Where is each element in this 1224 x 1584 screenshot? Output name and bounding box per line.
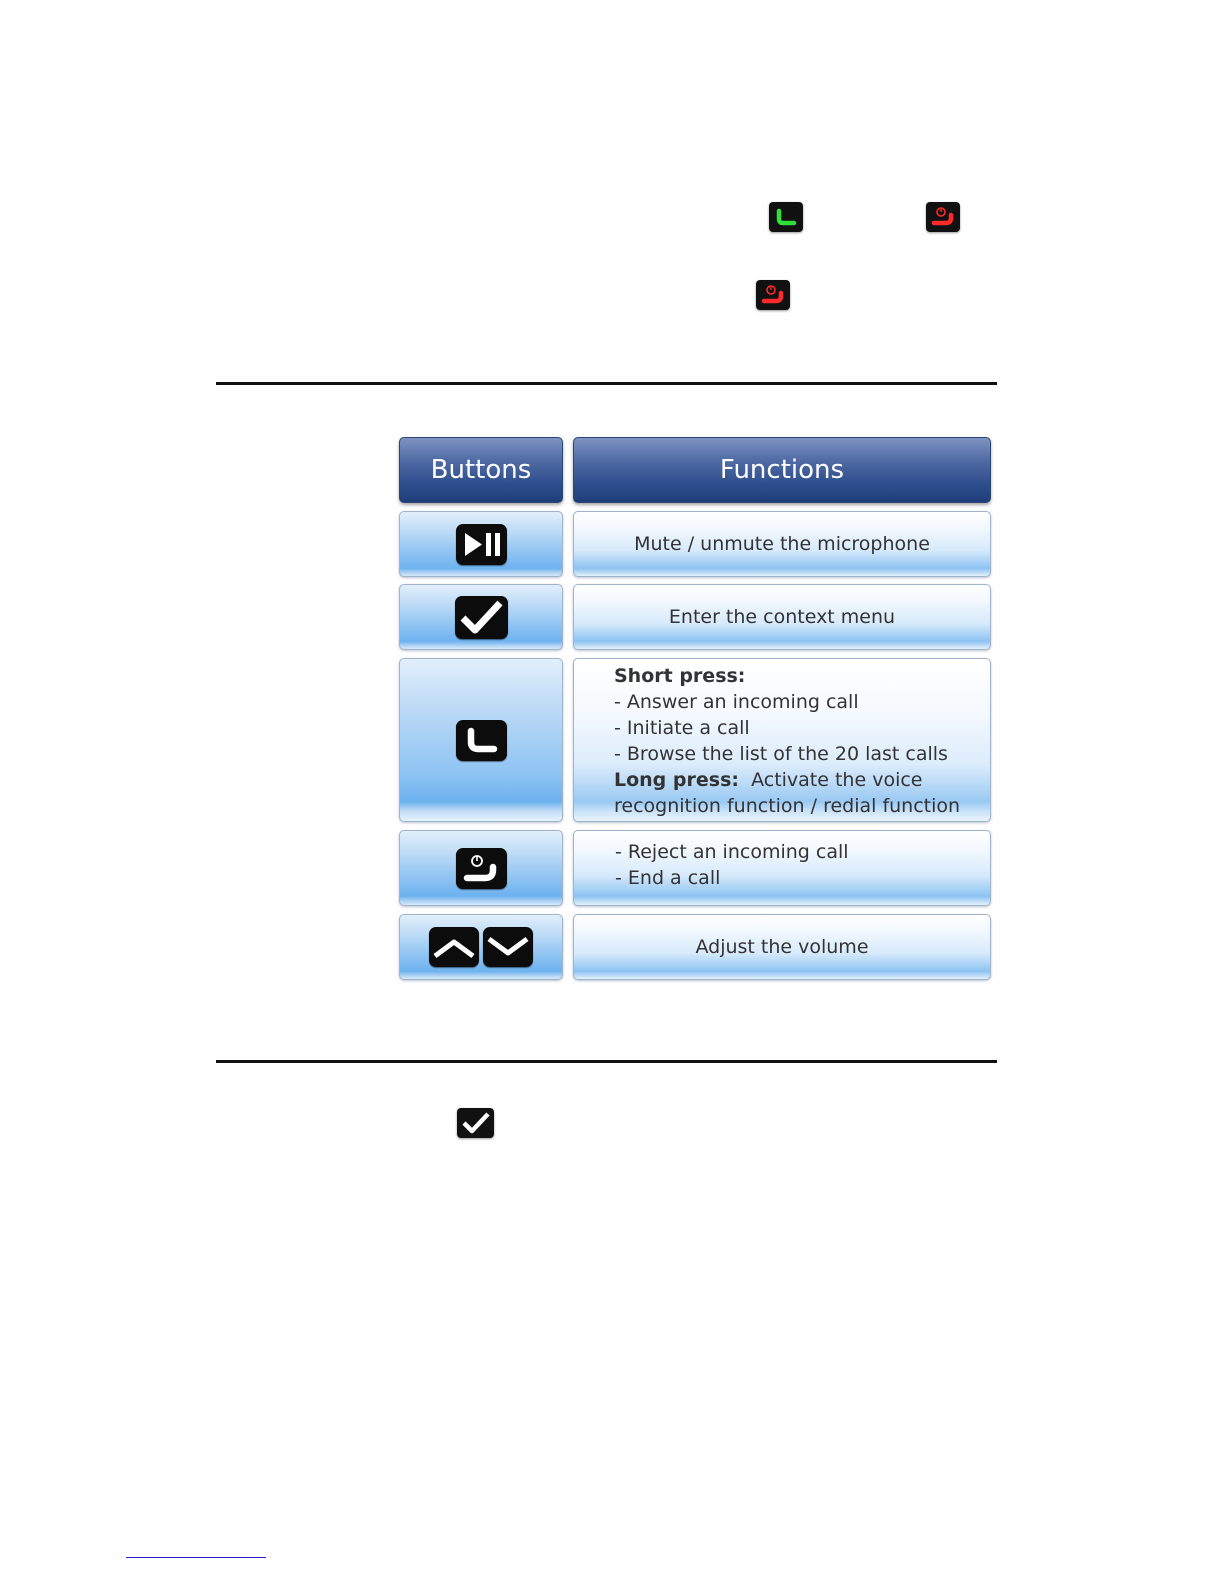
section-divider bbox=[216, 382, 997, 385]
header-buttons bbox=[399, 437, 563, 503]
short-press-item: - Initiate a call bbox=[614, 717, 750, 739]
function-text-block bbox=[615, 839, 849, 891]
table-row-function-cell bbox=[573, 511, 991, 577]
header-buttons-label: Buttons bbox=[430, 455, 532, 485]
function-text: Mute / unmute the microphone bbox=[634, 533, 930, 555]
phone-call-icon bbox=[456, 720, 507, 761]
table-row-button-cell bbox=[399, 511, 563, 577]
table-row-button-cell bbox=[399, 830, 563, 906]
volume-down-icon bbox=[483, 927, 533, 967]
header-functions-label: Functions bbox=[719, 455, 845, 485]
end-call-red-icon bbox=[926, 202, 960, 232]
volume-up-icon bbox=[429, 927, 479, 967]
answer-call-green-icon bbox=[769, 202, 803, 232]
short-press-item: - Browse the list of the 20 last calls bbox=[614, 743, 948, 765]
function-item: - End a call bbox=[615, 867, 721, 889]
long-press-text-continued: recognition function / redial function bbox=[614, 795, 961, 817]
long-press-label: Long press: bbox=[614, 769, 739, 791]
table-row-function-cell bbox=[573, 584, 991, 650]
long-press-line bbox=[614, 767, 960, 793]
volume-up-down-icon bbox=[429, 927, 533, 967]
table-row-button-cell bbox=[399, 658, 563, 822]
end-call-red-icon bbox=[756, 280, 790, 310]
function-item: - Reject an incoming call bbox=[615, 841, 849, 863]
end-call-icon bbox=[456, 848, 507, 889]
function-text: Adjust the volume bbox=[695, 936, 869, 958]
table-row-button-cell bbox=[399, 914, 563, 980]
section-divider bbox=[216, 1060, 997, 1063]
footnote-separator bbox=[126, 1557, 266, 1558]
long-press-text: Activate the voice bbox=[751, 769, 923, 791]
header-functions bbox=[573, 437, 991, 503]
table-row-function-cell bbox=[573, 830, 991, 906]
short-press-item: - Answer an incoming call bbox=[614, 691, 859, 713]
function-text: Enter the context menu bbox=[668, 606, 896, 628]
table-row-button-cell bbox=[399, 584, 563, 650]
table-row-function-cell bbox=[573, 914, 991, 980]
function-text-block bbox=[614, 663, 960, 819]
play-pause-icon bbox=[456, 524, 507, 565]
check-icon bbox=[457, 1108, 494, 1138]
short-press-label: Short press: bbox=[614, 665, 746, 687]
check-icon bbox=[455, 596, 508, 639]
table-row-function-cell bbox=[573, 658, 991, 822]
